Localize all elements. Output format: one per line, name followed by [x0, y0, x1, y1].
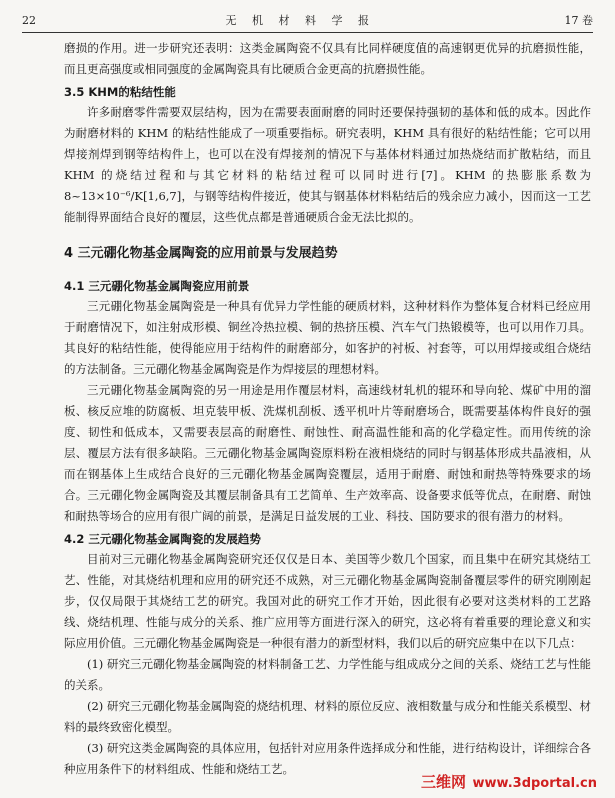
list-item-2: (2) 研究三元硼化物基金属陶瓷的烧结机理、材料的原位反应、液相数量与成分和性能关系模型、材料的最终致密化模型。 — [64, 699, 591, 734]
watermark — [421, 771, 597, 792]
list-item-1: (1) 研究三元硼化物基金属陶瓷的材料制备工艺、力学性能与组成成分之间的关系、烧结工艺与性能的关系。 — [64, 657, 591, 692]
watermark-url: www.3dportal.cn — [472, 776, 597, 791]
section-heading-3-5: 3.5 KHM的粘结性能 — [64, 85, 176, 99]
section-heading-4-1: 4.1 三元硼化物基金属陶瓷应用前景 — [64, 279, 250, 293]
section-heading-4-2: 4.2 三元硼化物基金属陶瓷的发展趋势 — [64, 532, 261, 546]
journal-title: 无 机 材 料 学 报 — [225, 14, 375, 27]
article-body — [64, 38, 591, 780]
watermark-cn: 三维网 — [420, 773, 466, 791]
paragraph: 目前对三元硼化物基金属陶瓷研究还仅仅是日本、美国等少数几个国家，而且集中在研究其烧结工艺、性能，对其烧结机理和应用的研究还不成熟，对三元硼化物基金属陶瓷制备覆层零件的研究刚刚起步，仅仅局限于其烧结工艺的研究。我国对此的研究工作才开始，因此很有必要对这类材料的工艺路线、烧结机理、性能与成分的关系、推广应用等方面进行深入的研究，这必将有着重要的理论意义和实际应用价值。三元硼化物基金属陶瓷是一种很有潜力的新型材料，我们以后的研究应集中在以下几点： — [64, 552, 591, 650]
section-heading-4: 4 三元硼化物基金属陶瓷的应用前景与发展趋势 — [64, 246, 338, 261]
paragraph: 三元硼化物基金属陶瓷是一种具有优异力学性能的硬质材料，这种材料作为整体复合材料已经应用于耐磨情况下，如注射成形模、铜丝冷热拉模、铜的热挤压模、汽车气门热锻模等，也可以用作刀具。其良好的粘结性能，使得能应用于结构件的耐磨部分，如客护的衬板、衬套等，可以用焊接或组合烧结的方法制备。三元硼化物基金属陶瓷是作为焊接层的理想材料。 — [64, 299, 591, 376]
paragraph: 三元硼化物基金属陶瓷的另一用途是用作覆层材料，高速线材轧机的辊环和导向轮、煤矿中用的溜板、核反应堆的防腐板、坦克装甲板、洗煤机刮板、透平机叶片等耐磨场合，既需要基体构件良好的强度、韧性和低成本，又需要表层高的耐磨性、耐蚀性、耐高温性能和高的化学稳定性。而用传统的涂层、覆层方法有很多缺陷。三元硼化物基金属陶瓷原料粉在液相烧结的同时与钢基体形成共晶液相，从而在钢基体上生成结合良好的三元硼化物基金属陶瓷覆层，适用于耐磨、耐蚀和耐热等特殊要求的场合。三元硼化物金属陶瓷及其覆层制备具有工艺简单、生产效率高、设备要求低等优点，在耐磨、耐蚀和耐热等场合的应用有很广阔的前景，是满足日益发展的工业、科技、国防要求的很有潜力的材料。 — [64, 383, 591, 523]
header-rule — [22, 32, 593, 33]
paragraph: 磨损的作用。进一步研究还表明：这类金属陶瓷不仅具有比同样硬度值的高速钢更优异的抗磨损性能，而且更高强度或相同强度的金属陶瓷具有比硬质合金更高的抗磨损性能。 — [64, 41, 591, 76]
paragraph: 许多耐磨零件需要双层结构，因为在需要表面耐磨的同时还要保持强韧的基体和低的成本。因此作为耐磨材料的 KHM 的粘结性能成了一项重要指标。研究表明，KHM 具有很好的粘结性能；它可以用焊接剂焊到钢等结构件上，也可以在没有焊接剂的情况下与基体材料通过加热烧结而扩散粘结，而且 KHM 的烧结过程和与其它材料的粘结过程可以同时进行[7]。KHM 的热膨胀系数为 8~13×10⁻⁶/K[1,6,7]，与钢等结构件接近，使其与钢基体材料粘结后的残余应力减小，因而这一工艺能制得界面结合良好的覆层，这些优点都是普通硬质合金无法比拟的。 — [64, 105, 591, 224]
volume-label: 17 卷 — [564, 14, 593, 27]
list-item-3: (3) 研究这类金属陶瓷的具体应用，包括针对应用条件选择成分和性能，进行结构设计，详细综合各种应用条件下的材料组成、性能和烧结工艺。 — [64, 741, 591, 776]
page-header — [22, 10, 593, 30]
page-number: 22 — [22, 13, 36, 27]
